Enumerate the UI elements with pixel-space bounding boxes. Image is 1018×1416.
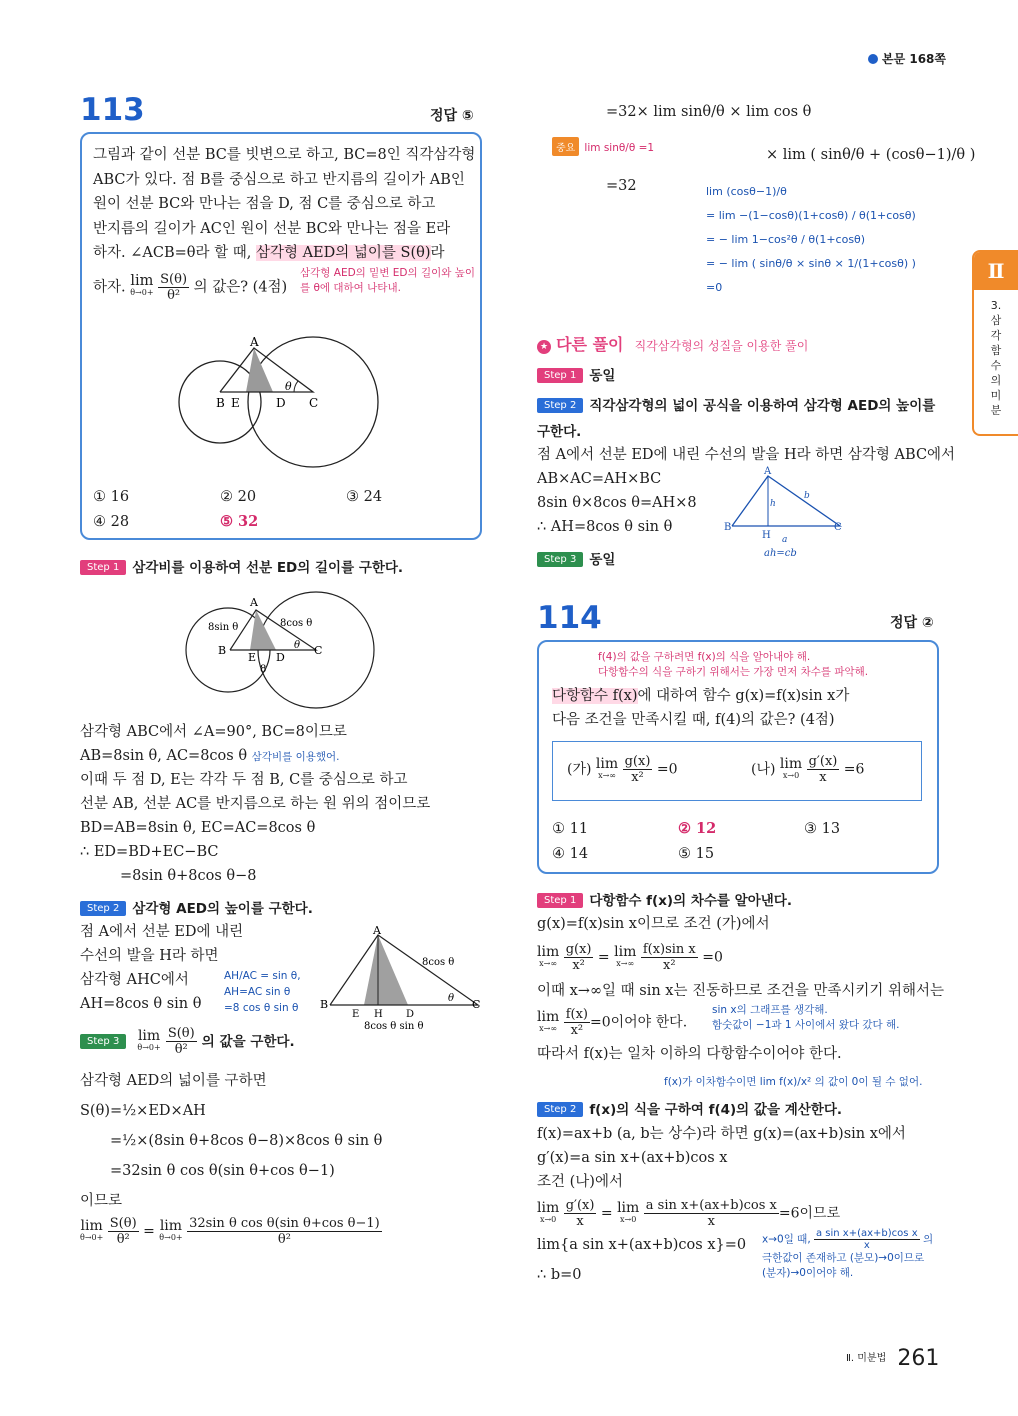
question-figure	[170, 318, 390, 470]
step1-heading: Step 1 삼각비를 이용하여 선분 ED의 길이를 구한다.	[80, 556, 403, 576]
svg-text:C: C	[309, 396, 319, 410]
chapter-label: 3. 삼 각 함 수 의 미 분	[990, 299, 1002, 417]
step2-figure	[318, 925, 488, 1035]
svg-text:8cos θ sin θ: 8cos θ sin θ	[364, 1021, 424, 1032]
svg-text:A: A	[373, 925, 381, 937]
choice-4[interactable]: ④ 28	[93, 514, 130, 530]
svg-text:C: C	[472, 998, 481, 1011]
step1-body-114: g(x)=f(x)sin x이므로 조건 (가)에서 lim x→∞ $\frac{g(x)}{\text{x²}}$ = lim x→∞ $\frac{\text{f(x)sin x}}{\text{x²}}$ =0 이때 x→∞일 때 sin x는 진동하므로 조건을 만족시키기 위해서는 lim x→∞ $\frac{f(x)}{\text{x²}}$ =0이어야 한다. 따라서 f(x)는 일차 이하의 다항함수이어야 한다.	[537, 916, 945, 1062]
choice-1[interactable]: ① 16	[93, 489, 130, 505]
answer-113: 정답 ⑤	[430, 108, 474, 124]
problem-number-113: 113	[80, 92, 145, 128]
limit-expr: lim θ→0+	[130, 273, 154, 297]
choice-2[interactable]: ② 20	[220, 489, 257, 505]
continued-limit-2: × lim ( sinθ/θ + (cosθ−1)/θ )	[766, 147, 976, 163]
svg-text:H: H	[374, 1009, 383, 1020]
step2-note: AH/AC = sin θ, AH=AC sin θ =8 cos θ sin θ	[224, 970, 301, 1014]
alt-step1: Step 1 동일	[537, 364, 615, 384]
choice-4[interactable]: ④ 14	[552, 846, 589, 862]
svg-text:B: B	[216, 396, 225, 410]
svg-text:8: 8	[260, 664, 267, 675]
choice-5[interactable]: ⑤ 32	[220, 513, 259, 530]
svg-text:H: H	[762, 530, 771, 541]
footer: $^{Ⅱ. 미분법}$ 261	[846, 1346, 940, 1371]
svg-text:A: A	[764, 466, 772, 477]
svg-text:E: E	[352, 1009, 360, 1020]
svg-text:C: C	[834, 522, 842, 533]
svg-text:θ: θ	[285, 380, 292, 393]
continued-limit: =32× lim sinθ/θ × lim cos θ	[606, 104, 812, 120]
page-reference: 본문 168쪽	[868, 50, 946, 67]
alt-solution-heading: ★ 다른 풀이 직각삼각형의 성질을 이용한 풀이	[537, 332, 808, 355]
svg-text:θ: θ	[448, 993, 455, 1004]
alt-triangle-figure	[722, 466, 852, 562]
star-icon: ★	[537, 340, 551, 354]
choice-3[interactable]: ③ 13	[804, 821, 841, 837]
step1-note3-114: f(x)가 이차함수이면 lim f(x)/x² 의 값이 0이 될 수 없어.	[664, 1076, 923, 1088]
problem-number-114: 114	[537, 600, 602, 636]
svg-text:A: A	[250, 596, 258, 609]
step2-heading: Step 2 삼각형 AED의 높이를 구한다.	[80, 897, 313, 917]
choice-2[interactable]: ② 12	[678, 820, 717, 837]
answer-114: 정답 ②	[890, 615, 934, 631]
svg-text:θ: θ	[294, 640, 301, 651]
svg-text:A: A	[250, 335, 259, 349]
svg-text:ah=cb: ah=cb	[764, 548, 797, 559]
question-note-114: f(4)의 값을 구하려면 f(x)의 식을 알아내야 해. 다항함수의 식을 구하기 위해서는 가장 먼저 차수를 파악해.	[598, 651, 869, 678]
question-text-114: 다항함수 f(x)에 대하여 함수 g(x)=f(x)sin x가 다음 조건을 만족시킬 때, f(4)의 값은? (4점)	[552, 688, 850, 728]
svg-text:b: b	[804, 491, 810, 501]
question-text: 그림과 같이 선분 BC를 빗변으로 하고, BC=8인 직각삼각형 ABC가 있다. 점 B를 중심으로 하고 반지름의 길이가 AB인 원이 선분 BC와 만나는 점을 D, 점 C를 중심으로 하고 반지름의 길이가 AC인 원이 선분 BC와 만나는 점을 E라 하자. ∠ACB=θ라 할 때, 삼각형 AED의 넓이를 S(θ)라 하자. lim θ→0+ $\frac{S(\theta)}{\text{θ²}}$ 의 값은? (4점)	[93, 147, 476, 303]
chapter-tab	[972, 250, 1018, 436]
svg-text:8sin θ: 8sin θ	[208, 622, 239, 633]
svg-text:D: D	[406, 1009, 415, 1020]
page-number: 261	[897, 1346, 940, 1371]
alt-step3: Step 3 동일	[537, 548, 615, 568]
svg-text:E: E	[231, 396, 240, 410]
svg-text:B: B	[218, 644, 227, 657]
step1-body: 삼각형 ABC에서 ∠A=90°, BC=8이므로 AB=8sin θ, AC=8cos θ 삼각비를 이용했어. 이때 두 점 D, E는 각각 두 점 B, C를 중심으로 하고 선분 AB, 선분 AC를 반지름으로 하는 원 위의 점이므로 BD=AB=8sin θ, EC=AC=8cos θ ∴ ED=BD+EC−BC =8sin θ+8cos θ−8	[80, 724, 431, 884]
circle-icon	[868, 54, 878, 64]
step2-notes-114: x→0일 때, $\frac{\text{a sin x+(ax+b)cos x}}{x}$ 의 극한값이 존재하고 (분모)→0이므로 (분자)→0이어야 해.	[762, 1228, 934, 1279]
svg-text:h: h	[770, 499, 776, 509]
step1-notes-114: sin x의 그래프를 생각해. 함숫값이 −1과 1 사이에서 왔다 갔다 해.	[712, 1004, 900, 1031]
derivation-box: lim (cosθ−1)/θ = lim −(1−cosθ)(1+cosθ) / θ(1+cosθ) = − lim 1−cos²θ / θ(1+cosθ) = − lim ( sinθ/θ × sinθ × 1/(1+cosθ) ) =0	[706, 185, 916, 294]
svg-text:B: B	[724, 522, 732, 533]
svg-text:C: C	[314, 644, 323, 657]
step3-heading: Step 3 lim θ→0+ $\frac{S(\theta)}{\text{θ²}}$ 의 값을 구한다.	[80, 1026, 295, 1057]
step1-heading-114: Step 1 다항함수 f(x)의 차수를 알아낸다.	[537, 889, 792, 909]
important-note: 중요 lim sinθ/θ =1	[552, 136, 654, 156]
choice-1[interactable]: ① 11	[552, 821, 589, 837]
svg-text:D: D	[276, 396, 286, 410]
svg-text:D: D	[276, 651, 285, 664]
svg-text:8cos θ: 8cos θ	[280, 618, 313, 629]
step3-body: 삼각형 AED의 넓이를 구하면 S(θ)=½×ED×AH =½×(8sin θ+8cos θ−8)×8cos θ sin θ =32sin θ cos θ(sin θ+cos θ−1) 이므로 lim θ→0+ $\frac{S(\theta)}{\text{θ²}}$ = lim θ→0+ $\frac{\text{32sin θ cos θ(sin θ+cos θ−1)}}{\text{θ²}}$	[80, 1073, 383, 1247]
alt-step2: Step 2 직각삼각형의 넓이 공식을 이용하여 삼각형 AED의 높이를 구한다.	[537, 398, 936, 440]
alt-step2-body: 점 A에서 선분 ED에 내린 수선의 발을 H라 하면 삼각형 ABC에서 AB×AC=AH×BC 8sin θ×8cos θ=AH×8 ∴ AH=8cos θ sin θ	[537, 447, 956, 535]
svg-text:a: a	[782, 535, 788, 545]
svg-text:8cos θ: 8cos θ	[422, 957, 455, 968]
svg-text:B: B	[320, 998, 329, 1011]
step2-heading-114: Step 2 f(x)의 식을 구하여 f(4)의 값을 계산한다.	[537, 1098, 842, 1118]
conditions-box: (가) lim x→∞ $\frac{g(x)}{\text{x²}}$ =0 (나) lim x→0 $\frac{g'(x)}{x}$ =6	[552, 741, 922, 801]
step1-figure	[180, 588, 390, 710]
step2-body: 점 A에서 선분 ED에 내린 수선의 발을 H라 하면 삼각형 AHC에서 AH=8cos θ sin θ	[80, 924, 244, 1012]
chapter-roman: Ⅱ	[974, 252, 1018, 290]
choice-3[interactable]: ③ 24	[346, 489, 383, 505]
svg-text:E: E	[248, 651, 257, 664]
question-note: 삼각형 AED의 밑변 ED의 길이와 높이를 θ에 대하여 나타내.	[300, 267, 476, 294]
choice-5[interactable]: ⑤ 15	[678, 846, 715, 862]
angle-arc	[294, 381, 298, 392]
step2-body-114: f(x)=ax+b (a, b는 상수)라 하면 g(x)=(ax+b)sin x에서 g′(x)=a sin x+(ax+b)cos x 조건 (나)에서 lim x→0 $\frac{g'(x)}{x}$ = lim x→0 $\frac{\text{a sin x+(ax+b)cos x}}{x}$ =6이므로 lim{a sin x+(ax+b)cos x}=0 ∴ b=0	[537, 1126, 906, 1283]
result-32: =32	[606, 178, 637, 194]
fraction-s-theta: $\frac{S(\theta)}{\text{θ²}}$	[160, 271, 188, 303]
